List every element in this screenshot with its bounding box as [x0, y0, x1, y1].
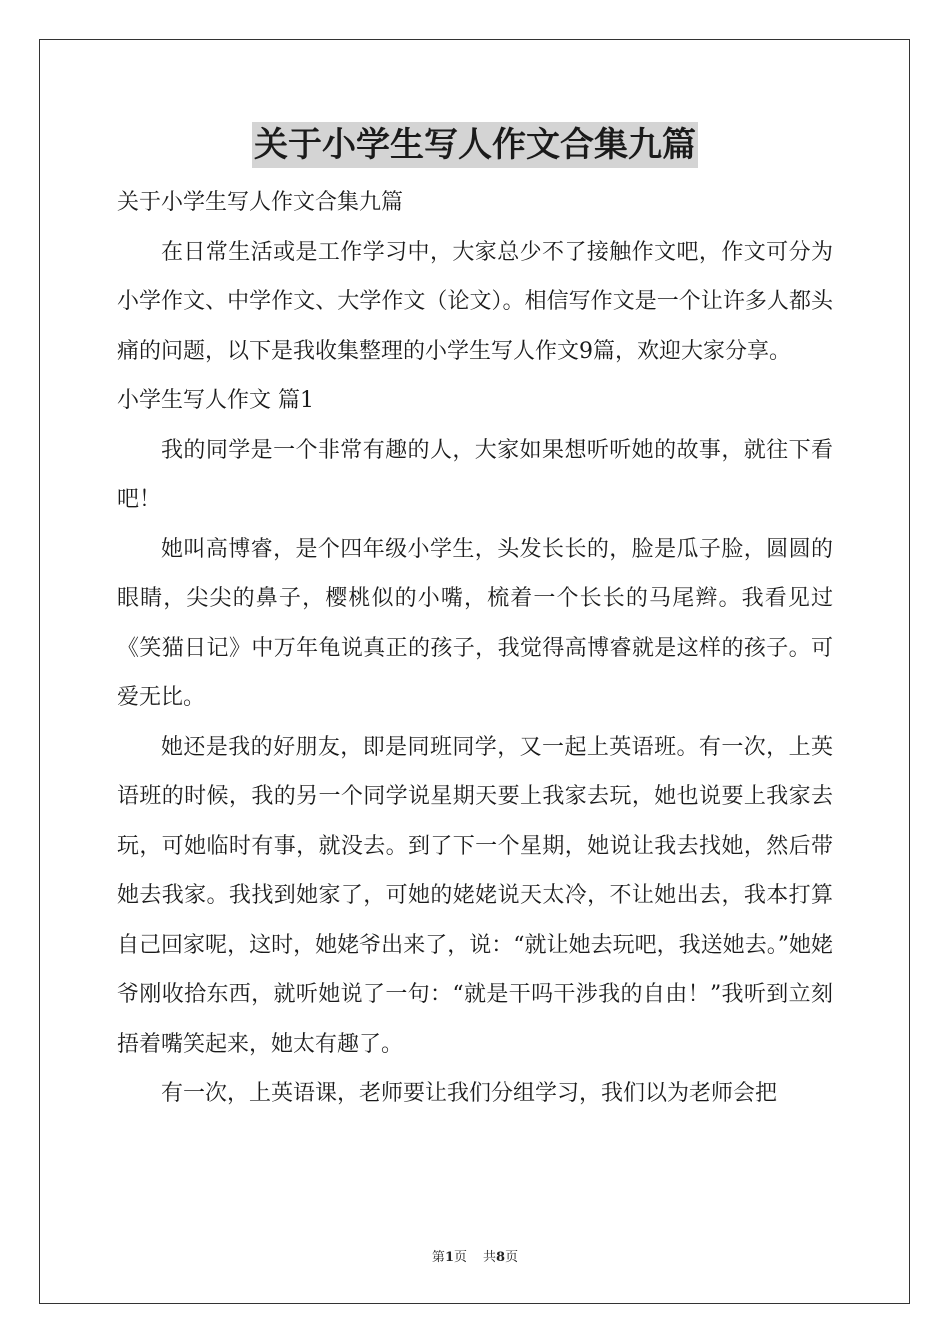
paragraph: 我的同学是一个非常有趣的人，大家如果想听听她的故事，就往下看吧！ — [117, 437, 833, 512]
document-body — [117, 178, 833, 1119]
paragraph: 关于小学生写人作文合集九篇 — [117, 190, 404, 215]
page-total: 8 — [496, 1250, 506, 1265]
paragraph: 她还是我的好朋友，即是同班同学，又一起上英语班。有一次，上英语班的时候，我的另一个同学说星期天要上我家去玩，她也说要上我家去玩，可她临时有事，就没去。到了下一个星期，她说让我去找她，然后带她去我家。我找到她家了，可她的姥姥说天太冷，不让她出去，我本打算自己回家呢，这时，她姥爷出来了，说：“就让她去玩吧，我送她去。”她姥爷刚收拾东西，就听她说了一句：“就是干吗干涉我的自由！”我听到立刻捂着嘴笑起来，她太有趣了。 — [117, 734, 833, 1057]
paragraph: 在日常生活或是工作学习中，大家总少不了接触作文吧，作文可分为小学作文、中学作文、大学作文（论文）。相信写作文是一个让许多人都头痛的问题，以下是我收集整理的小学生写人作文9篇，欢迎大家分享。 — [117, 239, 833, 364]
section-heading: 小学生写人作文 篇1 — [117, 388, 314, 413]
document-title: 关于小学生写人作文合集九篇 — [252, 122, 698, 168]
page-footer — [0, 1246, 950, 1265]
total-prefix: 共 — [483, 1250, 497, 1265]
page-prefix: 第 — [431, 1250, 445, 1265]
title-container — [0, 122, 950, 168]
paragraph: 有一次，上英语课，老师要让我们分组学习，我们以为老师会把 — [161, 1081, 778, 1106]
page-current: 1 — [444, 1250, 454, 1265]
page-suffix: 页 — [453, 1250, 467, 1265]
total-suffix: 页 — [505, 1250, 519, 1265]
paragraph: 她叫高博睿，是个四年级小学生，头发长长的，脸是瓜子脸，圆圆的眼睛，尖尖的鼻子，樱桃似的小嘴，梳着一个长长的马尾辫。我看见过《笑猫日记》中万年龟说真正的孩子，我觉得高博睿就是这样的孩子。可爱无比。 — [117, 536, 833, 710]
